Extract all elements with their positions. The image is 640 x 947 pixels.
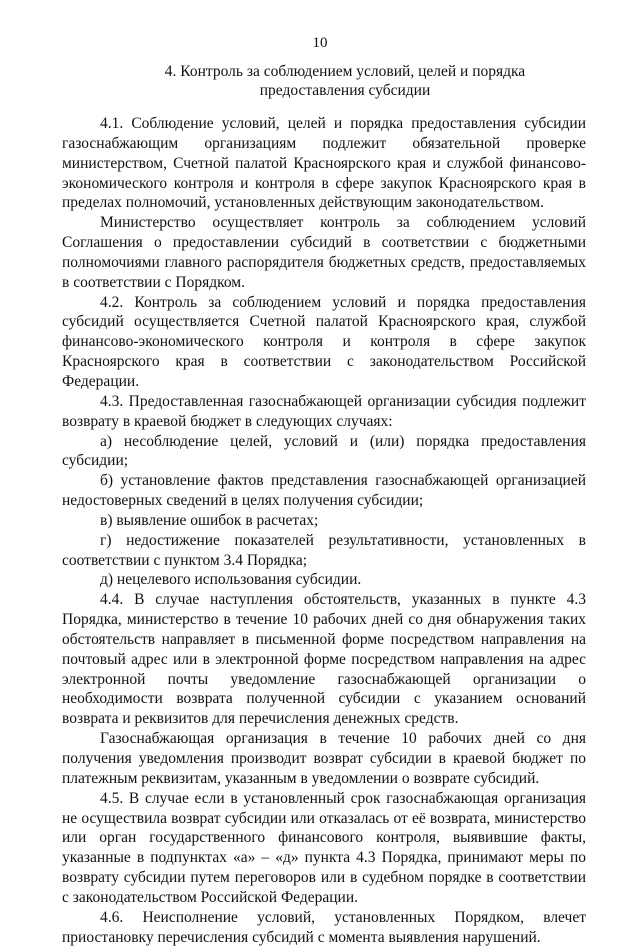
section-body (62, 114, 586, 947)
page-number: 10 (312, 35, 328, 51)
paragraph-ministry-control: Министерство осуществляет контроль за соблюдением условий Соглашения о предоставлении субсидий в соответствии с бюджетными полномочиями главного распорядителя бюджетных средств, предоставляемых в соответствии с Порядком. (62, 214, 586, 291)
paragraph-4-2: 4.2. Контроль за соблюдением условий и порядка предоставления субсидий осуществляется Счетной палатой Красноярского края, службой финансово-экономического контроля и контроля в сфере закупок Красноярского края в соответствии с законодательством Российской Федерации. (62, 293, 586, 390)
section-title-line-1: 4. Контроль за соблюдением условий, целей и порядка (164, 63, 526, 80)
paragraph-refund-term: Газоснабжающая организация в течение 10 рабочих дней со дня получения уведомления производит возврат субсидии в краевой бюджет по платежным реквизитам, указанным в уведомлении о возврате субсидий. (62, 730, 586, 787)
list-item-d: д) нецелевого использования субсидии. (100, 571, 362, 589)
list-item-v: в) выявление ошибок в расчетах; (100, 511, 319, 529)
paragraph-4-5: 4.5. В случае если в установленный срок газоснабжающая организация не осуществила возврат субсидии или отказалась от её возврата, министерство или орган государственного финансового контроля, выявившие факты, указанные в подпунктах «а» – «д» пункта 4.3 Порядка, принимают меры по возврату субсидии путем переговоров или в судебном порядке в соответствии с законодательством Российской Федерации. (62, 789, 586, 906)
section-heading (150, 62, 540, 100)
list-item-g: г) недостижение показателей результативности, установленных в соответствии с пунктом 3.4 Порядка; (62, 531, 586, 569)
paragraph-4-4: 4.4. В случае наступления обстоятельств, указанных в пункте 4.3 Порядка, министерство в течение 10 рабочих дней со дня обнаружения таких обстоятельств направляет в письменной форме посредством направления на почтовый адрес или в электронной форме посредством направления на адрес электронной почты уведомление газоснабжающей организации о необходимости возврата полученной субсидии с указанием оснований возврата и реквизитов для перечисления денежных средств. (62, 591, 586, 728)
paragraph-4-1: 4.1. Соблюдение условий, целей и порядка предоставления субсидии газоснабжающим организациям подлежит обязательной проверке министерством, Счетной палатой Красноярского края и службой финансово-экономического контроля и контроля в сфере закупок Красноярского края в пределах полномочий, установленных действующим законодательством. (62, 115, 586, 212)
paragraph-4-3: 4.3. Предоставленная газоснабжающей организации субсидия подлежит возврату в краевой бюджет в следующих случаях: (62, 392, 586, 430)
list-item-b: б) установление фактов представления газоснабжающей организацией недостоверных сведений в целях получения субсидии; (62, 472, 586, 510)
section-title-line-2: предоставления субсидии (259, 82, 431, 99)
paragraph-4-6: 4.6. Неисполнение условий, установленных Порядком, влечет приостановку перечисления субсидий с момента выявления нарушений. (62, 908, 586, 946)
list-item-a: а) несоблюдение целей, условий и (или) порядка предоставления субсидии; (62, 432, 586, 470)
